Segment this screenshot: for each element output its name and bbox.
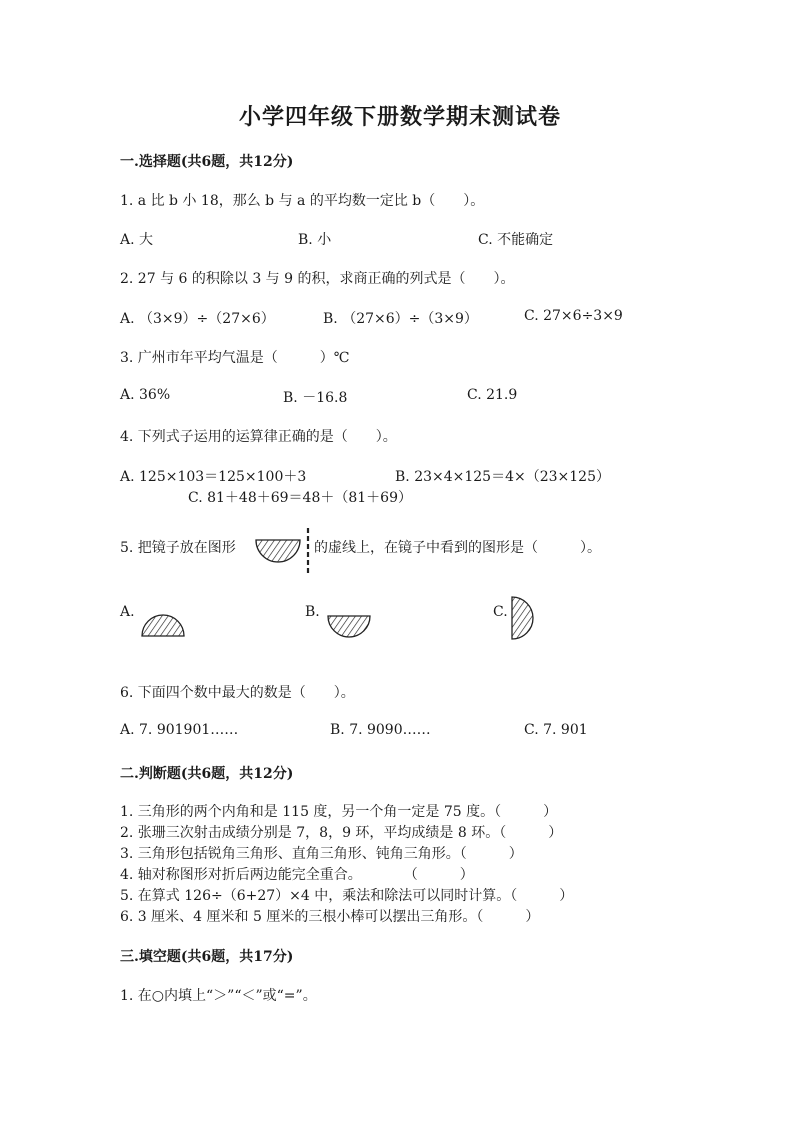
- section-heading-judge: 二.判断题(共6题，共12分): [120, 766, 294, 782]
- fill-item: 1. 在○内填上“＞”“＜”或“=”。: [120, 988, 317, 1004]
- hatched-half-disc-icon: [252, 528, 316, 578]
- option-b[interactable]: B. －16.8: [283, 390, 348, 406]
- question-stem: 5. 把镜子放在图形: [120, 540, 236, 556]
- option-c[interactable]: C. 21.9: [467, 387, 518, 403]
- question-stem: 4. 下列式子运用的运算律正确的是（ ）。: [120, 429, 397, 445]
- option-c[interactable]: C. 27×6÷3×9: [524, 308, 623, 324]
- page-title: 小学四年级下册数学期末测试卷: [238, 104, 561, 130]
- option-a[interactable]: A. 36%: [120, 387, 171, 403]
- hatched-lower-half-disc-icon[interactable]: [326, 614, 372, 640]
- section-heading-choice: 一.选择题(共6题，共12分): [120, 154, 294, 170]
- option-b[interactable]: B. （27×6）÷（3×9）: [323, 311, 478, 327]
- option-a[interactable]: A.: [120, 604, 135, 620]
- option-a[interactable]: A. 7. 901901……: [120, 722, 239, 738]
- option-b[interactable]: B.: [305, 604, 320, 620]
- option-b[interactable]: B. 7. 9090……: [330, 722, 431, 738]
- option-c[interactable]: C.: [493, 604, 508, 620]
- judge-item: 2. 张珊三次射击成绩分别是 7，8，9 环，平均成绩是 8 环。（ ）: [120, 825, 563, 841]
- judge-item: 3. 三角形包括锐角三角形、直角三角形、钝角三角形。（ ）: [120, 846, 523, 862]
- option-a[interactable]: A. （3×9）÷（27×6）: [120, 311, 275, 327]
- option-a[interactable]: A. 125×103＝125×100＋3: [120, 469, 307, 485]
- judge-item: 6. 3 厘米、4 厘米和 5 厘米的三根小棒可以摆出三角形。（ ）: [120, 909, 540, 925]
- option-b[interactable]: B. 23×4×125＝4×（23×125）: [395, 469, 610, 485]
- option-c[interactable]: C. 不能确定: [478, 232, 554, 248]
- question-stem-cont: 的虚线上，在镜子中看到的图形是（ ）。: [314, 540, 601, 556]
- judge-item: 5. 在算式 126÷（6+27）×4 中，乘法和除法可以同时计算。（ ）: [120, 888, 574, 904]
- hatched-right-half-disc-icon[interactable]: [510, 595, 536, 641]
- question-stem: 2. 27 与 6 的积除以 3 与 9 的积，求商正确的列式是（ ）。: [120, 271, 515, 287]
- option-c[interactable]: C. 81＋48＋69＝48＋（81＋69）: [188, 490, 412, 506]
- option-c[interactable]: C. 7. 901: [524, 722, 588, 738]
- judge-item: 1. 三角形的两个内角和是 115 度，另一个角一定是 75 度。（ ）: [120, 804, 558, 820]
- option-a[interactable]: A. 大: [120, 232, 154, 248]
- judge-item: 4. 轴对称图形对折后两边能完全重合。 （ ）: [120, 867, 474, 883]
- question-stem: 3. 广州市年平均气温是（ ）℃: [120, 350, 350, 366]
- option-b[interactable]: B. 小: [298, 232, 332, 248]
- section-heading-fill: 三.填空题(共6题，共17分): [120, 949, 294, 965]
- hatched-upper-half-disc-icon[interactable]: [140, 612, 186, 638]
- question-stem: 1. a 比 b 小 18，那么 b 与 a 的平均数一定比 b（ ）。: [120, 193, 485, 209]
- question-stem: 6. 下面四个数中最大的数是（ ）。: [120, 685, 355, 701]
